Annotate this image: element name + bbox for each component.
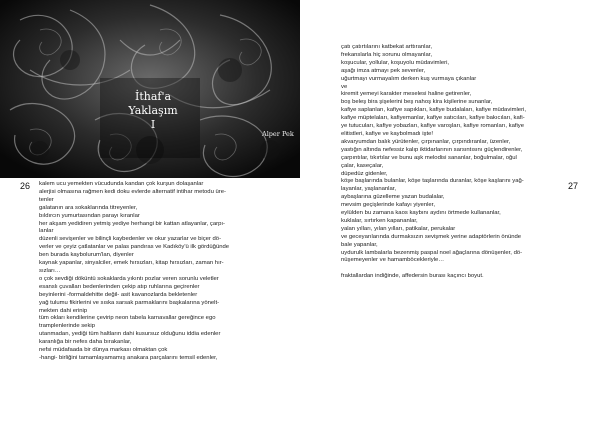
text-line: frekanslarla hiç sorunu olmayanlar, [341, 51, 433, 58]
text-line: -hangi- birliğini tamamlayamamış anakara parçalarını temsil edenler, [39, 354, 218, 361]
text-line: nüşemeyenler ve hamamböcekleriyle… [341, 257, 445, 264]
text-line: bıldırcın yumurtasından parayı kıranlar [39, 212, 140, 219]
text-line: utanmadan, yediği tüm haltların dahi kusursuz olduğunu iddia edenler [39, 331, 221, 338]
text-line: o çok sevdiği döküntü sokaklarda yıkıntı pozlar veren sorunlu veletler [39, 275, 219, 282]
text-line: ben burada kaybolurum'lan, diyenler [39, 252, 134, 259]
text-line: yalan yılları, yılan yılları, patikalar, perukalar [341, 225, 456, 232]
text-line: kuklalar, sırtırken kapananlar, [341, 217, 418, 224]
text-line: lanlar [39, 228, 54, 235]
text-line: kafiye müptelaları, kafiyemanlar, kafiye satıcıları, kafiye bakıcıları, kafi- [341, 115, 525, 122]
page-number-left: 26 [20, 181, 31, 191]
title-line-2: Yaklaşım [128, 104, 178, 117]
text-line: düzenli sevişenler ve bilinçli kaybedenler ve okur yazarlar ve biçer dö- [39, 236, 222, 243]
text-line: ve geceyarılarında durmaksızın sevişmek yerine adaptörlerin önünde [341, 233, 522, 240]
cover-illustration [0, 0, 300, 178]
text-line: köşe başlarında bulanlar, köşe taşlarında duranlar, köşe kaşlarını yağ- [341, 178, 524, 185]
text-line: tramplenlerinde sekip [39, 323, 95, 330]
text-line: kalem ucu yemekten vücudunda kandan çok kurşun dolaşanlar [39, 181, 204, 187]
text-line: koşucular, yollular, koşuyolu müdavimleri, [341, 59, 450, 66]
text-line: tenler [39, 196, 54, 203]
text-line: karanlığa bir nefes daha bırakanlar, [39, 339, 132, 346]
text-line: her akşam yedidiren yetmiş yediye herhangi bir kattan atlayanlar, çarpı- [39, 220, 225, 227]
author-name: Alper Pek [262, 130, 294, 138]
dark-swirl-artwork [0, 0, 300, 178]
text-line: kafiye saplanları, kafiye sapıkları, kafiye budalaları, kafiye müdavimleri, [341, 107, 526, 114]
text-line: yağ tulumu fikirlerini ve sıska sarsak parmaklarını başkalarına yönelt- [39, 299, 220, 306]
poem-title [108, 90, 198, 132]
text-line: akvaryumdan balık yürütenler, çırpınanlar, çırpındıranlar, üzenler, [341, 138, 511, 145]
text-line: beyinlerini -formaldehitte değil- asit kavanozlarda bekletenler [39, 291, 198, 298]
right-page-text [341, 44, 573, 281]
text-line: aybaşlarına güzelleme yazan budalalar, [341, 194, 445, 201]
text-line: ye tutucuları, kafiye yobazları, kafiye varoşları, kafiye romanları, kafiye [341, 123, 525, 130]
left-page-text [39, 181, 283, 363]
text-line: elitistleri, kafiye ve kaybolmadı işte! [341, 130, 433, 137]
text-line: çalar, kaseçalar, [341, 162, 384, 169]
text-line: çatı çatırtılarını katbekat arttıranlar, [341, 44, 433, 50]
text-line: esanslı çuvalları bedenlerinden çekip atıp ruhlarına geçirenler [39, 283, 200, 290]
text-line: ve [341, 83, 348, 90]
text-line: sızları… [39, 267, 61, 274]
text-line: çarpıntılar, tıkırtılar ve bunu aşk melodisi sananlar, boğulmalar, oğul [341, 154, 517, 161]
page-number-right: 27 [568, 181, 579, 191]
text-line: nefsi müdafaada bir dünya markası olmaktan çok [39, 347, 168, 354]
text-line: yastığın altında nefessiz kalıp iktidarlarının sarsıntısını güçlendirenler, [341, 146, 523, 153]
text-line: kaynak yapanlar, sinyalciler, emek hırsızları, kitap hırsızları, zaman hır- [39, 260, 224, 267]
text-line: aşağı imza atmayı pek sevenler, [341, 67, 426, 74]
stanza-gap [341, 265, 573, 273]
text-line: uğurtmayı vurmayalım derken kuş vurmaya çıkanlar [341, 75, 477, 82]
title-line-1: İthaf'a [134, 90, 172, 103]
text-line: galatanın ara sokaklarında titreyenler, [39, 204, 138, 211]
title-line-3: I [150, 118, 156, 131]
text-line: eylülden bu zamana kaos kaybını aydını örtmede kullananlar, [341, 210, 501, 217]
text-line: boş beleş bira şişelerini beş nahoş kira kişilerine sunanlar, [341, 99, 493, 106]
text-line: bale yapanlar, [341, 241, 378, 248]
text-line: düpedüz gidenler, [341, 170, 388, 177]
text-line: kiremit yemeyi karakter meselesi haline getirenler, [341, 91, 472, 98]
text-line: alerjisi olmasına rağmen kedi doku evlerde alternatif intihar metodu üre- [39, 188, 226, 195]
text-line: verler ve çeyiz çatlatanlar ve palas pandıras ve Kadıköy'ü ilk gördüğünde [39, 244, 230, 251]
text-line: fraktallardan indiğinde, affedersin burası kaçıncı boyut. [341, 273, 484, 280]
text-line: tüm okları kendilerine çevirip neon tabela karnavallar gereğince ego [39, 315, 216, 322]
text-line: mekten dahi erinip [39, 307, 88, 314]
text-line: mevsim geçişlerinde kafayı yiyenler, [341, 202, 435, 209]
text-line: uydurulk lambalarla bezenmiş paspal noel ağaçlarına dönüşenler, dö- [341, 249, 523, 256]
text-line: layanlar, yaşlananlar, [341, 186, 397, 193]
